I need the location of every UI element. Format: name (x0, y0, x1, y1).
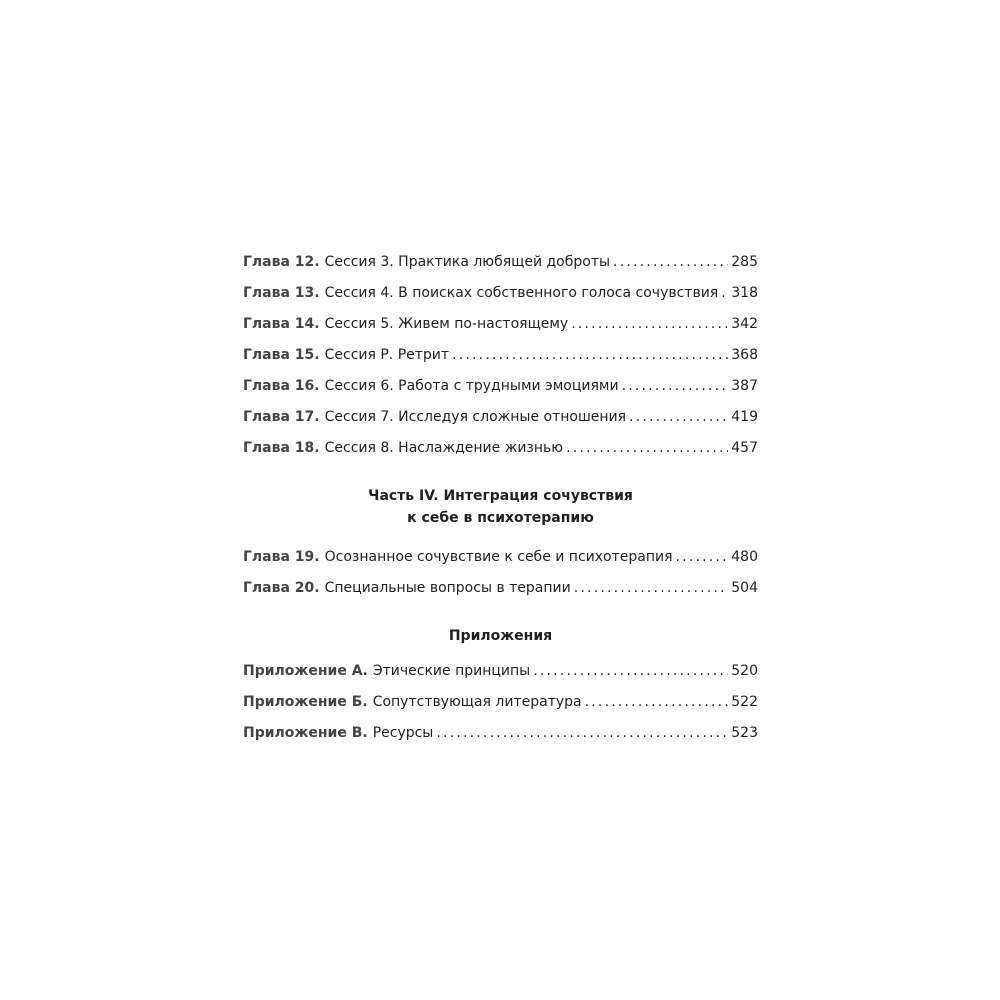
toc-entry-label: Глава 18. (243, 440, 320, 456)
toc-entry-page-number: 387 (731, 378, 758, 394)
toc-entry-title: Ресурсы (372, 725, 434, 741)
toc-entry-chapter-15 (243, 344, 758, 375)
toc-entry-title: Сессия 5. Живем по-настоящему (324, 316, 569, 332)
toc-entry-title: Осознанное сочувствие к себе и психотерапия (324, 549, 673, 565)
part-four-heading-line1: Часть IV. Интеграция сочувствия (368, 488, 633, 504)
toc-entry-title: Сессия 3. Практика любящей доброты (324, 254, 611, 270)
toc-entry-label: Глава 16. (243, 378, 320, 394)
dot-leader (574, 577, 729, 599)
toc-entry-title: Специальные вопросы в терапии (324, 580, 571, 596)
toc-list-chapters-12-18 (243, 251, 758, 468)
toc-entry-title: Сессия 7. Исследуя сложные отношения (324, 409, 627, 425)
dot-leader (622, 375, 729, 397)
dot-leader (676, 546, 729, 568)
toc-entry-appendix-a (243, 660, 758, 691)
toc-entry-chapter-14 (243, 313, 758, 344)
dot-leader (585, 691, 729, 713)
dot-leader (721, 282, 728, 304)
toc-entry-page-number: 342 (731, 316, 758, 332)
dot-leader (571, 313, 728, 335)
toc-entry-label: Глава 20. (243, 580, 320, 596)
toc-entry-chapter-16 (243, 375, 758, 406)
dot-leader (566, 437, 728, 459)
toc-entry-appendix-v (243, 722, 758, 753)
toc-list-appendices (243, 660, 758, 753)
appendices-heading: Приложения (448, 628, 553, 644)
toc-entry-label: Глава 19. (243, 549, 320, 565)
toc-entry-label: Глава 15. (243, 347, 320, 363)
toc-entry-page-number: 522 (731, 694, 758, 710)
toc-entry-page-number: 520 (731, 663, 758, 679)
toc-entry-label: Приложение В. (243, 725, 368, 741)
toc-entry-chapter-12 (243, 251, 758, 282)
toc-entry-title: Сопутствующая литература (372, 694, 582, 710)
toc-entry-chapter-19 (243, 546, 758, 577)
toc-entry-page-number: 419 (731, 409, 758, 425)
toc-entry-title: Сессия 4. В поисках собственного голоса сочувствия (324, 285, 719, 301)
part-four-heading-line2: к себе в психотерапию (407, 510, 594, 526)
toc-entry-page-number: 523 (731, 725, 758, 741)
toc-entry-page-number: 285 (731, 254, 758, 270)
toc-entry-title: Этические принципы (372, 663, 531, 679)
toc-entry-page-number: 318 (731, 285, 758, 301)
dot-leader (629, 406, 728, 428)
toc-entry-label: Глава 12. (243, 254, 320, 270)
toc-entry-chapter-17 (243, 406, 758, 437)
toc-entry-chapter-18 (243, 437, 758, 468)
toc-entry-page-number: 457 (731, 440, 758, 456)
toc-entry-label: Приложение Б. (243, 694, 368, 710)
toc-entry-label: Глава 14. (243, 316, 320, 332)
dot-leader (613, 251, 728, 273)
toc-entry-title: Сессия 6. Работа с трудными эмоциями (324, 378, 619, 394)
toc-entry-title: Сессия Р. Ретрит (324, 347, 450, 363)
toc-entry-page-number: 504 (731, 580, 758, 596)
toc-entry-label: Глава 13. (243, 285, 320, 301)
toc-entry-title: Сессия 8. Наслаждение жизнью (324, 440, 564, 456)
dot-leader (452, 344, 728, 366)
part-four-heading (243, 485, 758, 529)
toc-entry-label: Глава 17. (243, 409, 320, 425)
toc-list-chapters-19-20 (243, 546, 758, 608)
dot-leader (533, 660, 728, 682)
dot-leader (436, 722, 728, 744)
toc-entry-label: Приложение А. (243, 663, 368, 679)
toc-entry-chapter-20 (243, 577, 758, 608)
toc-entry-chapter-13 (243, 282, 758, 313)
toc-entry-page-number: 368 (731, 347, 758, 363)
toc-entry-page-number: 480 (731, 549, 758, 565)
toc-entry-appendix-b (243, 691, 758, 722)
